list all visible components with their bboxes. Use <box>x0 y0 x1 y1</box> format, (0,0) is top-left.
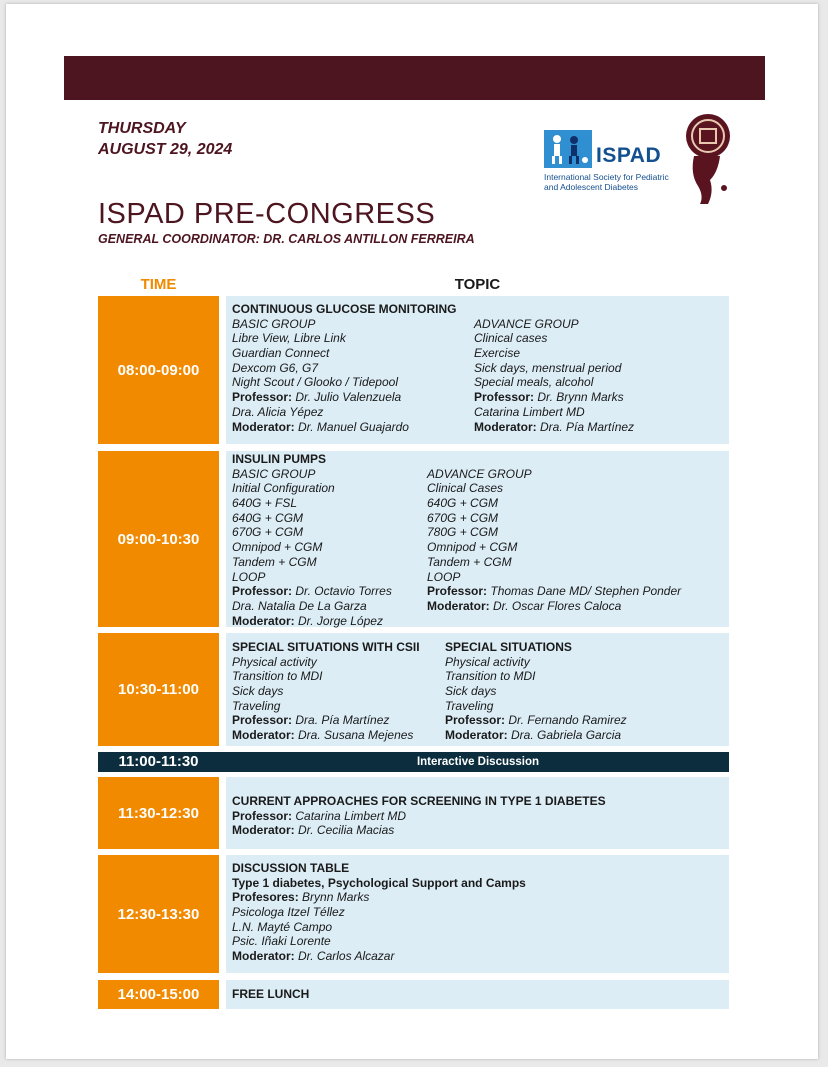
professor-name: L.N. Mayté Campo <box>232 919 333 934</box>
topic-column-header: TOPIC <box>454 276 501 293</box>
date-block <box>98 118 232 160</box>
row-topic-special-situations <box>226 633 729 746</box>
seal-emblem-icon <box>684 112 732 207</box>
topic-title: CONTINUOUS GLUCOSE MONITORING <box>232 302 457 316</box>
list-item: Clinical cases <box>474 331 548 346</box>
ispad-logo <box>544 130 679 210</box>
professor-name: Dr. Fernando Ramirez <box>508 713 627 728</box>
list-item: 670G + CGM <box>232 525 304 540</box>
row-topic-cgm <box>226 296 729 444</box>
discussion-time: 11:00-11:30 <box>118 753 199 770</box>
moderator-label: Moderator: <box>232 823 295 838</box>
topic-subtitle: Type 1 diabetes, Psychological Support and Camps <box>232 875 526 890</box>
list-item: 780G + CGM <box>427 525 499 540</box>
moderator-name: Dra. Susana Mejenes <box>298 728 414 743</box>
list-item: Physical activity <box>445 654 530 669</box>
list-item: LOOP <box>232 569 266 584</box>
list-item: Initial Configuration <box>232 481 335 496</box>
advance-group-label: ADVANCE GROUP <box>474 316 579 331</box>
professor-name: Psic. Iñaki Lorente <box>232 934 331 949</box>
list-item: Exercise <box>474 346 521 361</box>
moderator-label: Moderator: <box>445 728 508 743</box>
moderator-label: Moderator: <box>232 613 295 628</box>
professor-label: Professor: <box>445 713 506 728</box>
professor-name: Dra. Pía Martínez <box>295 713 390 728</box>
professor-name-2: Catarina Limbert MD <box>474 404 585 419</box>
list-item: Tandem + CGM <box>232 554 317 569</box>
list-item: LOOP <box>427 569 461 584</box>
list-item: Traveling <box>445 698 494 713</box>
list-item: Night Scout / Glooko / Tidepool <box>232 375 398 390</box>
list-item: 640G + CGM <box>232 510 304 525</box>
topic-title: DISCUSSION TABLE <box>232 861 350 875</box>
moderator-label: Moderator: <box>427 598 490 613</box>
page <box>6 4 818 1059</box>
list-item: Guardian Connect <box>232 346 330 361</box>
date-label: AUGUST 29, 2024 <box>98 141 233 158</box>
professor-label: Professor: <box>232 713 293 728</box>
moderator-label: Moderator: <box>232 949 295 964</box>
professor-label: Professor: <box>232 390 293 405</box>
professor-name: Thomas Dane MD/ Stephen Ponder <box>490 584 682 599</box>
list-item: Dexcom G6, G7 <box>232 360 319 375</box>
professor-label: Professor: <box>232 584 293 599</box>
moderator-name: Dr. Manuel Guajardo <box>298 419 409 434</box>
ispad-wordmark: ISPAD <box>596 144 662 167</box>
list-item: Clinical Cases <box>427 481 504 496</box>
professor-name: Psicologa Itzel Téllez <box>232 905 345 920</box>
professors-label: Profesores: <box>232 890 299 905</box>
professor-label: Professor: <box>232 808 293 823</box>
list-item: Transition to MDI <box>445 669 536 684</box>
list-item: Transition to MDI <box>232 669 323 684</box>
topic-title: CURRENT APPROACHES FOR SCREENING IN TYPE 1 DIABETES <box>232 794 606 808</box>
row-time-screening: 11:30-12:30 <box>98 777 219 849</box>
list-item: Tandem + CGM <box>427 554 512 569</box>
basic-group-label: BASIC GROUP <box>232 316 316 331</box>
moderator-label: Moderator: <box>232 728 295 743</box>
moderator-label: Moderator: <box>474 419 537 434</box>
ispad-children-icon <box>544 130 592 168</box>
topic-title: SPECIAL SITUATIONS <box>445 640 572 654</box>
discussion-label: Interactive Discussion <box>416 756 540 768</box>
moderator-name: Dr. Cecilia Macias <box>298 823 395 838</box>
professor-name: Catarina Limbert MD <box>295 808 407 823</box>
top-banner <box>64 56 765 100</box>
advance-group-label: ADVANCE GROUP <box>427 466 532 481</box>
list-item: 640G + FSL <box>232 496 298 511</box>
row-time-special-situations: 10:30-11:00 <box>98 633 219 746</box>
row-time-discussion-table: 12:30-13:30 <box>98 855 219 973</box>
time-column-header: TIME <box>140 276 177 293</box>
professor-label: Professor: <box>427 584 488 599</box>
basic-group-label: BASIC GROUP <box>232 466 316 481</box>
professor-name-2: Dra. Alicia Yépez <box>232 404 324 419</box>
moderator-name: Dra. Pía Martínez <box>540 419 635 434</box>
moderator-label: Moderator: <box>232 419 295 434</box>
professor-name: Brynn Marks <box>302 890 370 905</box>
day-label: THURSDAY <box>98 120 186 137</box>
topic-title: INSULIN PUMPS <box>232 452 327 466</box>
row-topic-lunch <box>226 980 729 1009</box>
ispad-subtitle: International Society for Pediatric and Adolescent Diabetes <box>544 172 669 192</box>
list-item: Omnipod + CGM <box>427 540 518 555</box>
topic-title: FREE LUNCH <box>232 987 310 1001</box>
list-item: Sick days <box>445 684 497 699</box>
moderator-name: Dr. Oscar Flores Caloca <box>493 598 622 613</box>
coordinator-line: GENERAL COORDINATOR: DR. CARLOS ANTILLON FERREIRA <box>98 232 475 246</box>
row-topic-screening <box>226 777 729 849</box>
list-item: 640G + CGM <box>427 496 499 511</box>
topic-title: SPECIAL SITUATIONS WITH CSII <box>232 640 420 654</box>
page-title: ISPAD PRE-CONGRESS <box>98 198 436 230</box>
row-time-cgm: 08:00-09:00 <box>98 296 219 444</box>
list-item: Sick days <box>232 684 284 699</box>
list-item: Physical activity <box>232 654 317 669</box>
row-topic-discussion-table <box>226 855 729 973</box>
row-time-insulin-pumps: 09:00-10:30 <box>98 451 219 627</box>
society-seal-logo <box>684 112 732 207</box>
list-item: Libre View, Libre Link <box>232 331 346 346</box>
moderator-name: Dr. Carlos Alcazar <box>298 949 395 964</box>
ispad-figures-icon <box>544 130 592 168</box>
list-item: Special meals, alcohol <box>474 375 594 390</box>
interactive-discussion-bar <box>98 752 729 772</box>
list-item: Sick days, menstrual period <box>474 360 622 375</box>
row-time-lunch: 14:00-15:00 <box>98 980 219 1009</box>
moderator-name: Dr. Jorge López <box>298 613 383 628</box>
professor-name: Dr. Octavio Torres <box>295 584 392 599</box>
moderator-name: Dra. Gabriela Garcia <box>511 728 622 743</box>
row-topic-insulin-pumps <box>226 451 729 627</box>
professor-name: Dr. Julio Valenzuela <box>295 390 402 405</box>
list-item: 670G + CGM <box>427 510 499 525</box>
list-item: Traveling <box>232 698 281 713</box>
professor-name-2: Dra. Natalia De La Garza <box>232 598 367 613</box>
list-item: Omnipod + CGM <box>232 540 323 555</box>
professor-label: Professor: <box>474 390 535 405</box>
professor-name: Dr. Brynn Marks <box>537 390 624 405</box>
